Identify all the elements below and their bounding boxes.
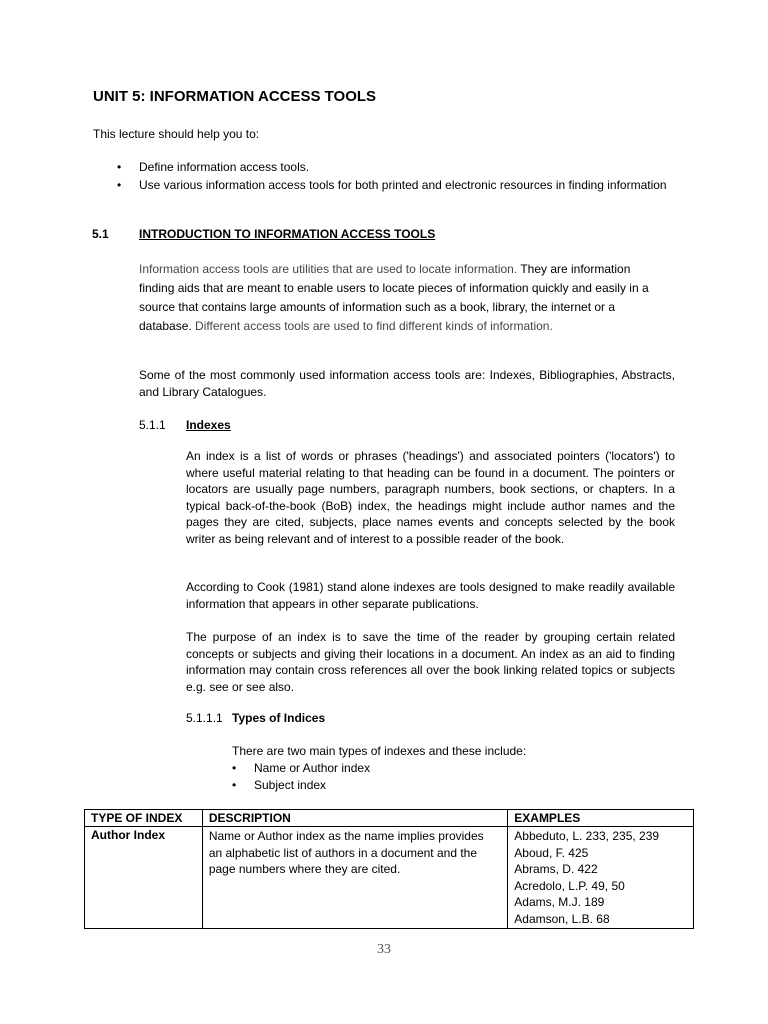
table-cell-examples	[508, 827, 694, 929]
table-header-examples: EXAMPLES	[508, 810, 694, 827]
section-number: 5.1	[92, 227, 109, 241]
bullet-icon: •	[117, 178, 122, 192]
table-header-type: TYPE OF INDEX	[85, 810, 203, 827]
subsubsection-number: 5.1.1.1	[186, 711, 223, 725]
subsection-title: Indexes	[186, 418, 231, 432]
objective-text: Use various information access tools for both printed and electronic resources in finding information	[139, 178, 667, 192]
unit-title: UNIT 5: INFORMATION ACCESS TOOLS	[93, 88, 377, 105]
closing-text: Different access tools are used to find different kinds of information.	[191, 319, 553, 333]
types-intro: There are two main types of indexes and these include:	[232, 744, 527, 758]
example-entry: Abbeduto, L. 233, 235, 239	[514, 829, 660, 843]
example-entry: Acredolo, L.P. 49, 50	[514, 878, 625, 893]
example-entry: Adamson, L.B. 68	[514, 911, 610, 926]
objective-text: Define information access tools.	[139, 160, 310, 174]
bullet-icon: •	[232, 761, 237, 775]
index-paragraph-2: According to Cook (1981) stand alone indexes are tools designed to make readily available information that appears in other separate publications.	[186, 580, 675, 611]
table-header-row	[85, 810, 694, 827]
table-row	[85, 827, 694, 929]
table-header-description: DESCRIPTION	[202, 810, 507, 827]
example-entry: Adams, M.J. 189	[514, 895, 605, 909]
table-cell-description: Name or Author index as the name implies provides an alphabetic list of authors in a document and the page numbers where they are cited.	[202, 827, 507, 929]
lecture-intro: This lecture should help you to:	[93, 127, 260, 141]
section-paragraph	[139, 260, 669, 336]
subsubsection-title: Types of Indices	[232, 711, 326, 725]
definition-text: Information access tools are utilities that are used to locate information.	[139, 262, 518, 276]
index-paragraph-1: An index is a list of words or phrases ('headings') and associated pointers ('locators') to where useful material relating to that heading can be found in a document. The pointers or locators are usually page numbers, paragraph numbers, book sections, or chapters. In a typical back-of-the-book (BoB) index, the headings might include author names and the pages they are cited, subjects, place names events and concepts selected by the book writer as being relevant and of interest to a possible reader of the book.	[186, 449, 675, 546]
bullet-icon: •	[232, 778, 237, 792]
section-paragraph-2: Some of the most commonly used information access tools are: Indexes, Bibliographies, Abstracts, and Library Catalogues.	[139, 368, 675, 399]
description-text: They are information finding aids that are meant to enable users to locate pieces of information quickly and easily in a source that contains large amounts of information such as a book, library, the internet or a database.	[139, 262, 649, 333]
table-cell-type: Author Index	[85, 827, 203, 929]
page-number: 33	[377, 942, 391, 957]
index-types-table	[84, 809, 694, 929]
example-entry: Aboud, F. 425	[514, 845, 589, 860]
index-paragraph-3: The purpose of an index is to save the time of the reader by grouping certain related concepts or subjects and giving their locations in a document. An index as an aid to finding information may contain cross references all over the book linking related topics or subjects e.g. see or see also.	[186, 630, 675, 694]
subsection-number: 5.1.1	[139, 418, 166, 432]
bullet-icon: •	[117, 160, 122, 174]
section-title: INTRODUCTION TO INFORMATION ACCESS TOOLS	[139, 227, 436, 241]
index-type-text: Subject index	[254, 778, 327, 792]
example-entry: Abrams, D. 422	[514, 862, 598, 876]
index-type-text: Name or Author index	[254, 761, 371, 775]
